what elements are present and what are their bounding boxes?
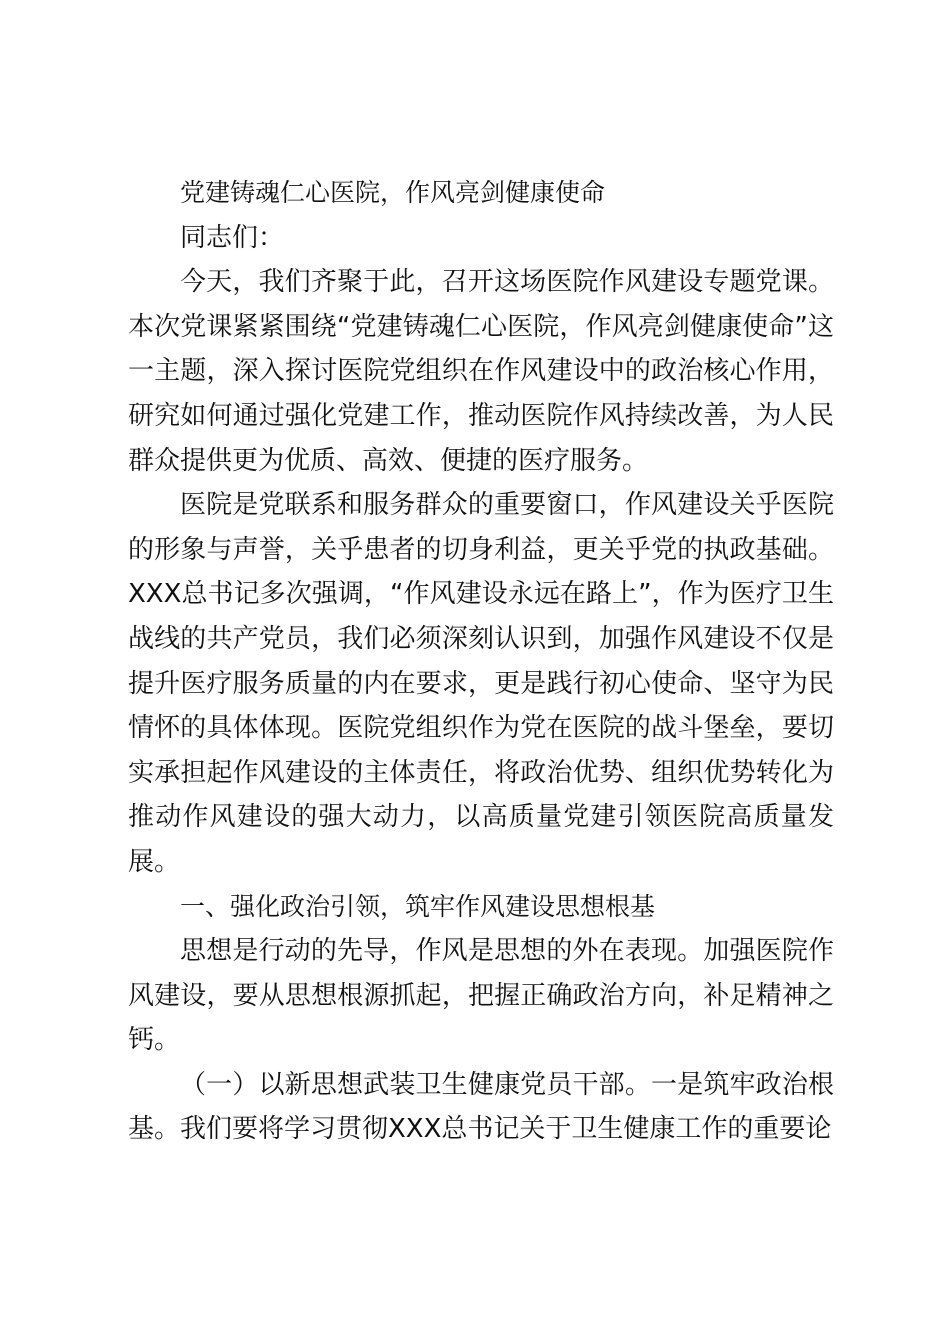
section-heading: 一、强化政治引领，筑牢作风建设思想根基 (180, 891, 656, 921)
document-body (128, 171, 834, 1152)
section-paragraph: 思想是行动的先导，作风是思想的外在表现。加强医院作风建设，要从思想根源抓起，把握正确政治方向，补足精神之钙。 (128, 936, 834, 1056)
document-title: 党建铸魂仁心医院，作风亮剑健康使命 (180, 178, 606, 207)
body-paragraph: 今天，我们齐聚于此，召开这场医院作风建设专题党课。本次党课紧紧围绕“党建铸魂仁心医院，作风亮剑健康使命”这一主题，深入探讨医院党组织在作风建设中的政治核心作用，研究如何通过强化党建工作，推动医院作风持续改善，为人民群众提供更为优质、高效、便捷的医疗服务。 (128, 267, 834, 476)
section-paragraph: （一）以新思想武装卫生健康党员干部。一是筑牢政治根基。我们要将学习贯彻XXX总书记关于卫生健康工作的重要论 (128, 1069, 834, 1145)
body-paragraph: 医院是党联系和服务群众的重要窗口，作风建设关乎医院的形象与声誉，关乎患者的切身利益，更关乎党的执政基础。XXX总书记多次强调，“作风建设永远在路上”，作为医疗卫生战线的共产党员，我们必须深刻认识到，加强作风建设不仅是提升医疗服务质量的内在要求，更是践行初心使命、坚守为民情怀的具体体现。医院党组织作为党在医院的战斗堡垒，要切实承担起作风建设的主体责任，将政治优势、组织优势转化为推动作风建设的强大动力，以高质量党建引领医院高质量发展。 (128, 490, 834, 877)
salutation: 同志们： (180, 222, 285, 253)
